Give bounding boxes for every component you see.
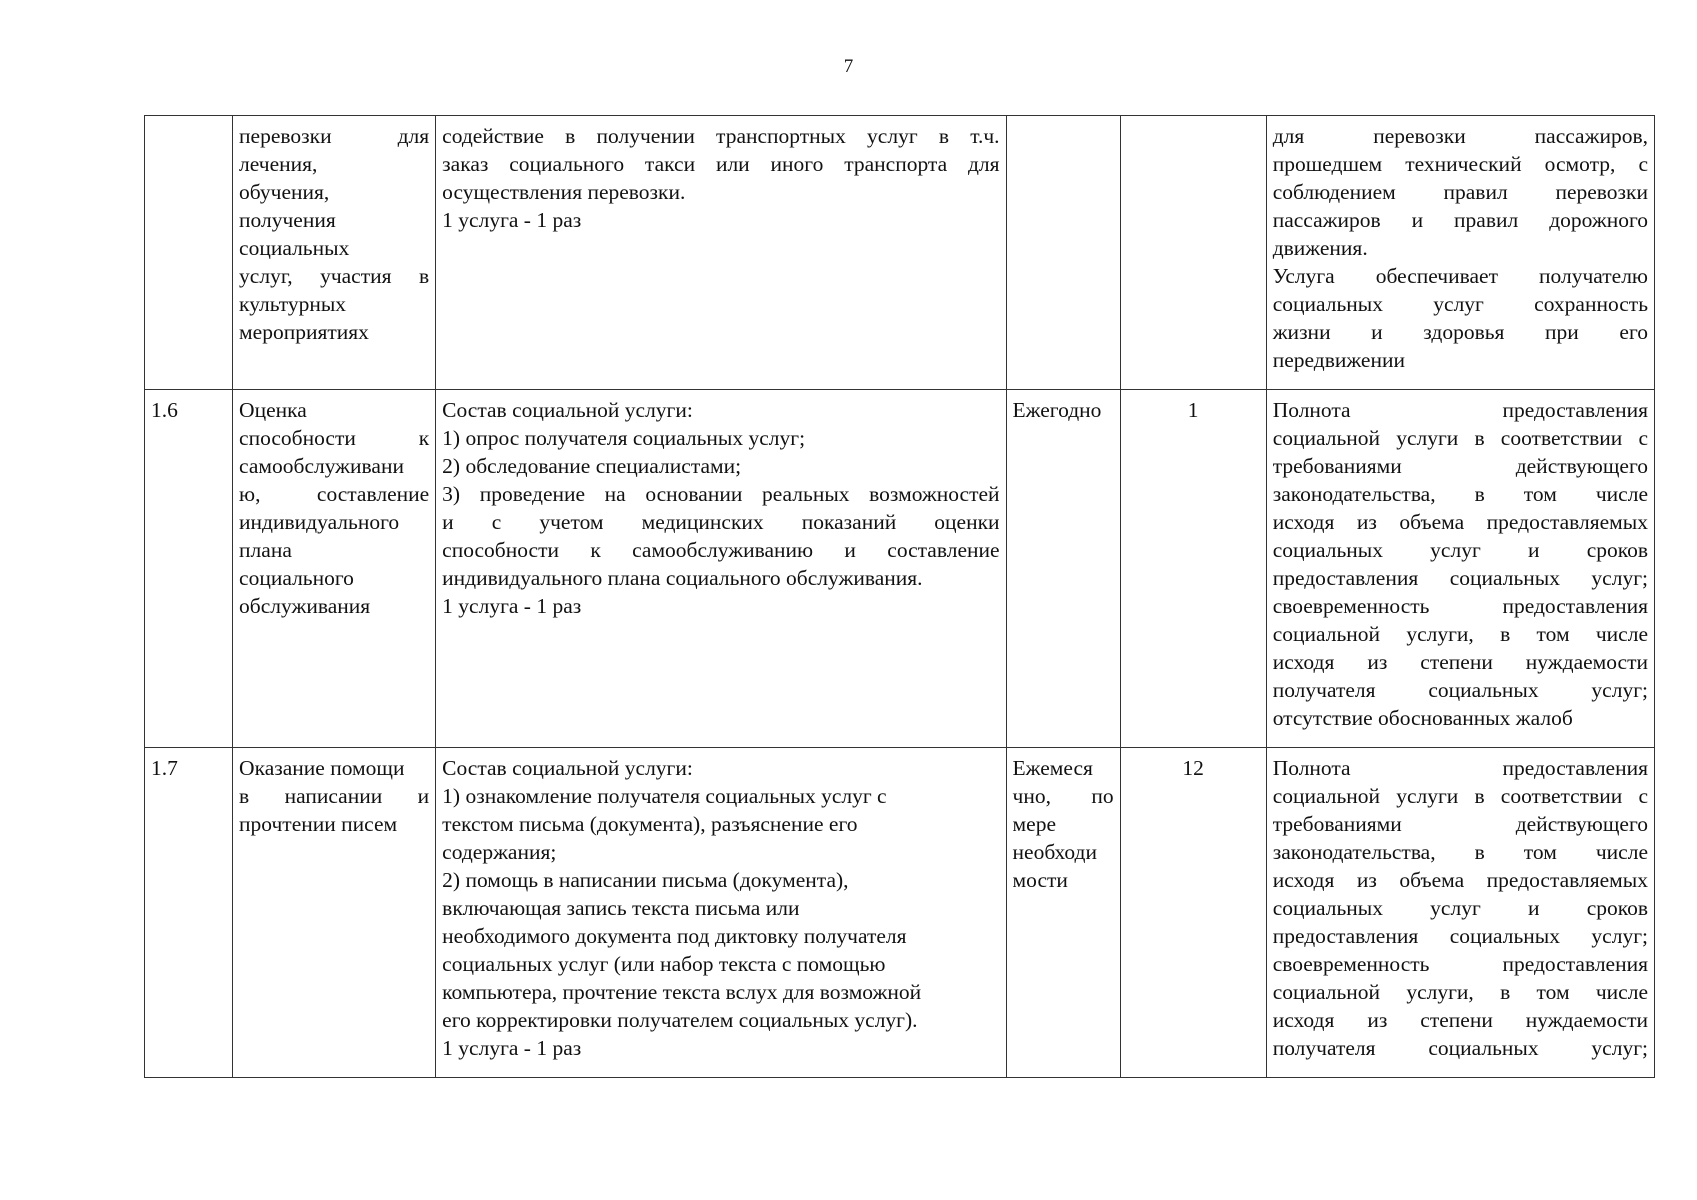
text-line: компьютера, прочтение текста вслух для возможной <box>442 980 922 1004</box>
services-table-body <box>145 116 1655 1078</box>
text-line: Оценка <box>239 398 307 422</box>
cell-quality-criteria <box>1266 748 1654 1078</box>
text-line: предоставления социальных услуг; <box>1272 924 1648 948</box>
services-table <box>144 115 1655 1078</box>
text-line: его корректировки получателем социальных услуг). <box>442 1008 918 1032</box>
text-line: законодательства, в том числе <box>1272 840 1648 864</box>
text-line: Оказание помощи <box>239 756 405 780</box>
text-line: Полнота предоставления <box>1272 398 1648 422</box>
text-line: содействие в получении транспортных услуг в т.ч. <box>442 124 1000 148</box>
text-line: заказ социального такси или иного транспорта для <box>442 152 1000 176</box>
table-row <box>145 116 1655 390</box>
cell-count: 1 <box>1120 390 1266 748</box>
text-line: исходя из объема предоставляемых <box>1272 868 1648 892</box>
text-line: получателя социальных услуг; <box>1272 1036 1648 1060</box>
text-line: культурных <box>239 292 347 316</box>
cell-count <box>1120 116 1266 390</box>
text-line: способности к <box>239 426 430 450</box>
text-line: прочтении писем <box>239 812 398 836</box>
text-line: 2) обследование специалистами; <box>442 454 742 478</box>
text-line: и с учетом медицинских показаний оценки <box>442 510 1000 534</box>
cell-quality-criteria <box>1266 116 1654 390</box>
text-line: 2) помощь в написании письма (документа), <box>442 868 849 892</box>
text-line: ю, составление <box>239 482 430 506</box>
text-line: соблюдением правил перевозки <box>1272 180 1648 204</box>
cell-periodicity <box>1006 116 1120 390</box>
text-line: социальных услуг и сроков <box>1272 538 1648 562</box>
text-line: 1) опрос получателя социальных услуг; <box>442 426 806 450</box>
text-line: своевременность предоставления <box>1272 952 1648 976</box>
text-line: 1) ознакомление получателя социальных услуг с <box>442 784 887 808</box>
text-line: осуществления перевозки. <box>442 180 686 204</box>
cell-service-name <box>233 748 436 1078</box>
text-line: Состав социальной услуги: <box>442 398 693 422</box>
text-line: Ежемеся <box>1012 756 1093 780</box>
text-line: исходя из объема предоставляемых <box>1272 510 1648 534</box>
text-line: Ежегодно <box>1012 398 1102 422</box>
text-line: исходя из степени нуждаемости <box>1272 1008 1648 1032</box>
text-line: 1 услуга - 1 раз <box>442 1036 582 1060</box>
text-line: чно, по <box>1012 784 1114 808</box>
cell-service-content <box>436 748 1006 1078</box>
text-line: социального <box>239 566 354 590</box>
text-line: социальных услуг сохранность <box>1272 292 1648 316</box>
text-line: включающая запись текста письма или <box>442 896 800 920</box>
cell-number: 1.6 <box>145 390 233 748</box>
text-line: требованиями действующего <box>1272 812 1648 836</box>
text-line: 1 услуга - 1 раз <box>442 594 582 618</box>
text-line: Услуга обеспечивает получателю <box>1272 264 1648 288</box>
text-line: прошедшем технический осмотр, с <box>1272 152 1648 176</box>
cell-service-content <box>436 116 1006 390</box>
text-line: для перевозки пассажиров, <box>1272 124 1648 148</box>
text-line: требованиями действующего <box>1272 454 1648 478</box>
text-line: 1 услуга - 1 раз <box>442 208 582 232</box>
text-line: мере <box>1012 812 1056 836</box>
text-line: в написании и <box>239 784 430 808</box>
text-line: получателя социальных услуг; <box>1272 678 1648 702</box>
text-line: отсутствие обоснованных жалоб <box>1272 706 1573 730</box>
text-line: лечения, <box>239 152 318 176</box>
cell-periodicity <box>1006 390 1120 748</box>
text-line: законодательства, в том числе <box>1272 482 1648 506</box>
text-line: обслуживания <box>239 594 371 618</box>
text-line: движения. <box>1272 236 1368 260</box>
text-line: мости <box>1012 868 1068 892</box>
text-line: получения <box>239 208 336 232</box>
text-line: социальной услуги в соответствии с <box>1272 426 1648 450</box>
text-line: текстом письма (документа), разъяснение его <box>442 812 858 836</box>
cell-periodicity <box>1006 748 1120 1078</box>
text-line: социальной услуги в соответствии с <box>1272 784 1648 808</box>
cell-number <box>145 116 233 390</box>
text-line: 3) проведение на основании реальных возможностей <box>442 482 1000 506</box>
text-line: предоставления социальных услуг; <box>1272 566 1648 590</box>
text-line: содержания; <box>442 840 557 864</box>
text-line: Полнота предоставления <box>1272 756 1648 780</box>
text-line: необходимого документа под диктовку получателя <box>442 924 907 948</box>
text-line: передвижении <box>1272 348 1405 372</box>
text-line: плана <box>239 538 292 562</box>
text-line: социальных <box>239 236 350 260</box>
cell-service-content <box>436 390 1006 748</box>
table-row <box>145 748 1655 1078</box>
text-line: индивидуального плана социального обслуживания. <box>442 566 923 590</box>
text-line: социальной услуги, в том числе <box>1272 622 1648 646</box>
text-line: пассажиров и правил дорожного <box>1272 208 1648 232</box>
cell-number: 1.7 <box>145 748 233 1078</box>
text-line: услуг, участия в <box>239 264 430 288</box>
text-line: своевременность предоставления <box>1272 594 1648 618</box>
text-line: исходя из степени нуждаемости <box>1272 650 1648 674</box>
text-line: индивидуального <box>239 510 400 534</box>
text-line: способности к самообслуживанию и составление <box>442 538 1000 562</box>
cell-service-name <box>233 390 436 748</box>
text-line: социальной услуги, в том числе <box>1272 980 1648 1004</box>
text-line: социальных услуг и сроков <box>1272 896 1648 920</box>
text-line: перевозки для <box>239 124 430 148</box>
text-line: обучения, <box>239 180 330 204</box>
text-line: жизни и здоровья при его <box>1272 320 1648 344</box>
text-line: необходи <box>1012 840 1097 864</box>
cell-count: 12 <box>1120 748 1266 1078</box>
text-line: Состав социальной услуги: <box>442 756 693 780</box>
text-line: мероприятиях <box>239 320 369 344</box>
text-line: самообслуживани <box>239 454 404 478</box>
page-number: 7 <box>843 56 854 77</box>
cell-service-name <box>233 116 436 390</box>
cell-quality-criteria <box>1266 390 1654 748</box>
table-row <box>145 390 1655 748</box>
text-line: социальных услуг (или набор текста с помощью <box>442 952 886 976</box>
